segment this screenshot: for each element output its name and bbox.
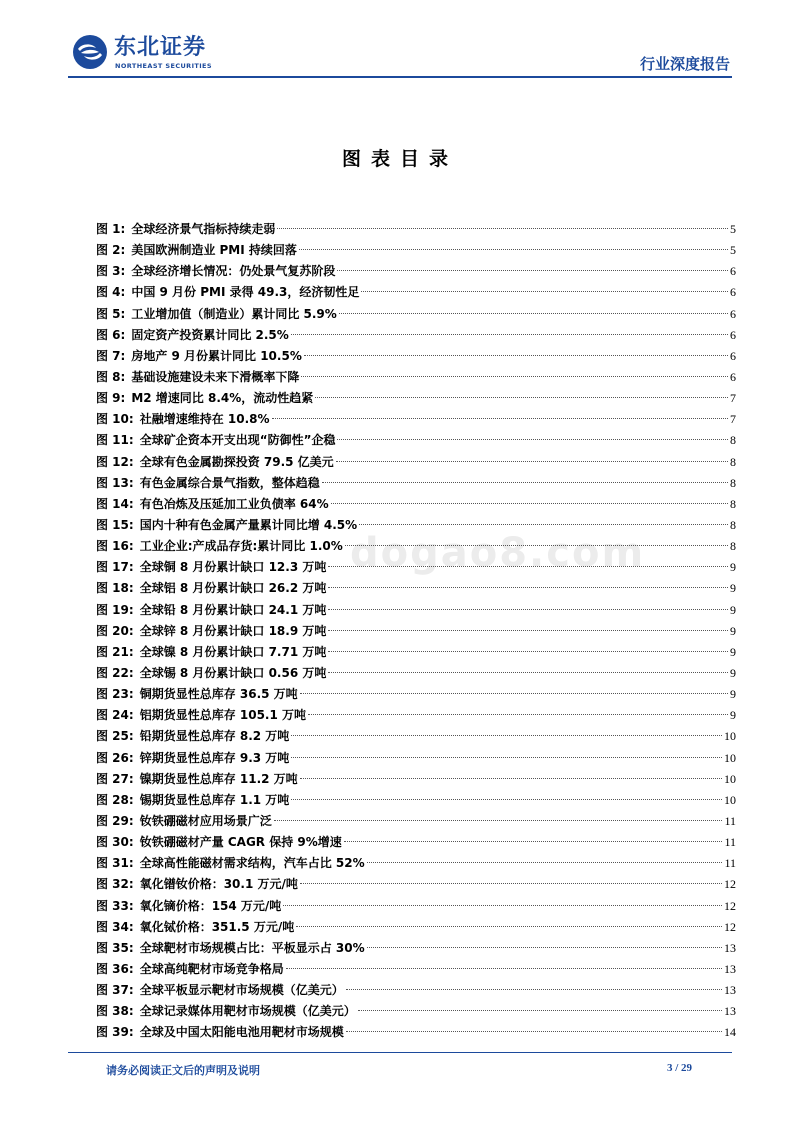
toc-page-number: 8 — [730, 454, 736, 469]
toc-figure-title: 氧化铽价格：351.5 万元/吨 — [139, 919, 295, 934]
toc-page-number: 10 — [724, 771, 736, 786]
toc-figure-title: 全球矿企资本开支出现“防御性”企稳 — [139, 433, 336, 448]
toc-figure-label: 图 35: — [96, 940, 134, 955]
toc-page-number: 13 — [724, 1004, 736, 1019]
toc-figure-title: 氧化镨钕价格：30.1 万元/吨 — [139, 877, 298, 892]
toc-entry[interactable] — [96, 832, 736, 853]
toc-entry[interactable] — [96, 938, 736, 959]
toc-figure-title: 中国 9 月份 PMI 录得 49.3，经济韧性足 — [131, 285, 360, 300]
toc-page-number: 6 — [730, 285, 736, 300]
toc-page-number: 12 — [724, 898, 736, 913]
toc-figure-title: 全球高纯靶材市场竞争格局 — [139, 961, 284, 976]
toc-page-number: 8 — [730, 517, 736, 532]
toc-figure-title: 国内十种有色金属产量累计同比增 4.5% — [139, 517, 358, 532]
toc-figure-label: 图 14: — [96, 496, 134, 511]
toc-figure-title: 铅期货显性总库存 8.2 万吨 — [139, 729, 290, 744]
toc-entry[interactable] — [96, 515, 736, 536]
toc-figure-title: 全球锡 8 月份累计缺口 0.56 万吨 — [139, 665, 327, 680]
toc-page-number: 8 — [730, 539, 736, 554]
toc-figure-title: 全球靶材市场规模占比：平板显示占 30% — [139, 940, 365, 955]
toc-figure-title: 有色金属综合景气指数，整体趋稳 — [139, 475, 320, 490]
toc-dot-leader — [358, 1010, 722, 1011]
toc-dot-leader — [361, 291, 728, 292]
toc-dot-leader — [291, 334, 728, 335]
toc-figure-title: 氧化镝价格：154 万元/吨 — [139, 898, 282, 913]
toc-figure-label: 图 31: — [96, 856, 134, 871]
toc-figure-label: 图 27: — [96, 771, 134, 786]
toc-dot-leader — [304, 355, 728, 356]
page-number: 3 / 29 — [666, 1062, 692, 1074]
toc-page-number: 9 — [730, 560, 736, 575]
toc-figure-title: 全球经济增长情况：仍处景气复苏阶段 — [131, 264, 336, 279]
toc-page-number: 6 — [730, 348, 736, 363]
toc-figure-title: 钕铁硼磁材应用场景广泛 — [139, 813, 272, 828]
toc-page-number: 9 — [730, 581, 736, 596]
toc-dot-leader — [328, 566, 728, 567]
toc-entry[interactable] — [96, 578, 736, 599]
toc-figure-title: 工业企业:产成品存货:累计同比 1.0% — [139, 539, 343, 554]
toc-entry[interactable] — [96, 811, 736, 832]
toc-entry[interactable] — [96, 282, 736, 303]
toc-page-number: 8 — [730, 496, 736, 511]
toc-dot-leader — [296, 926, 722, 927]
toc-figure-label: 图 23: — [96, 687, 134, 702]
toc-page-number: 6 — [730, 264, 736, 279]
toc-figure-label: 图 17: — [96, 560, 134, 575]
toc-entry[interactable] — [96, 430, 736, 451]
toc-entry[interactable] — [96, 790, 736, 811]
toc-page-number: 11 — [724, 813, 736, 828]
toc-figure-label: 图 16: — [96, 539, 134, 554]
toc-page-number: 10 — [724, 729, 736, 744]
toc-figure-title: 锡期货显性总库存 1.1 万吨 — [139, 792, 290, 807]
toc-figure-title: 全球及中国太阳能电池用靶材市场规模 — [139, 1025, 344, 1040]
toc-dot-leader — [300, 778, 722, 779]
toc-page-number: 5 — [730, 222, 736, 236]
toc-figure-title: 工业增加值（制造业）累计同比 5.9% — [131, 306, 337, 321]
northeast-securities-logo-icon — [72, 34, 108, 70]
toc-figure-label: 图 8: — [96, 369, 126, 384]
toc-entry[interactable] — [96, 367, 736, 388]
toc-figure-title: 基础设施建设未来下滑概率下降 — [131, 369, 300, 384]
toc-figure-label: 图 12: — [96, 454, 134, 469]
toc-entry[interactable] — [96, 853, 736, 874]
toc-page-number: 6 — [730, 306, 736, 321]
toc-figure-title: 全球铝 8 月份累计缺口 26.2 万吨 — [139, 581, 327, 596]
toc-entry[interactable] — [96, 325, 736, 346]
toc-dot-leader — [272, 418, 729, 419]
toc-figure-title: 镍期货显性总库存 11.2 万吨 — [139, 771, 298, 786]
toc-page-number: 7 — [730, 412, 736, 427]
toc-figure-title: 社融增速维持在 10.8% — [139, 412, 270, 427]
toc-dot-leader — [301, 376, 728, 377]
toc-figure-label: 图 7: — [96, 348, 126, 363]
report-type: 行业深度报告 — [639, 55, 730, 73]
toc-page-number: 12 — [724, 877, 736, 892]
toc-figure-label: 图 4: — [96, 285, 126, 300]
toc-dot-leader — [322, 482, 728, 483]
toc-dot-leader — [336, 461, 728, 462]
toc-entry[interactable] — [96, 600, 736, 621]
toc-dot-leader — [344, 841, 723, 842]
toc-page-number: 9 — [730, 602, 736, 617]
toc-dot-leader — [300, 883, 722, 884]
toc-figure-label: 图 9: — [96, 391, 126, 406]
toc-dot-leader — [291, 799, 722, 800]
toc-entry[interactable] — [96, 261, 736, 282]
toc-entry[interactable] — [96, 684, 736, 705]
toc-figure-title: 房地产 9 月份累计同比 10.5% — [131, 348, 302, 363]
toc-figure-label: 图 34: — [96, 919, 134, 934]
toc-dot-leader — [367, 862, 723, 863]
toc-figure-title: 固定资产投资累计同比 2.5% — [131, 327, 289, 342]
toc-dot-leader — [328, 651, 728, 652]
toc-figure-label: 图 11: — [96, 433, 134, 448]
toc-figure-title: 全球锌 8 月份累计缺口 18.9 万吨 — [139, 623, 327, 638]
toc-page-number: 13 — [724, 961, 736, 976]
toc-entry[interactable] — [96, 663, 736, 684]
toc-figure-label: 图 20: — [96, 623, 134, 638]
toc-figure-label: 图 22: — [96, 665, 134, 680]
toc-entry[interactable] — [96, 959, 736, 980]
toc-figure-label: 图 3: — [96, 264, 126, 279]
toc-dot-leader — [346, 989, 722, 990]
toc-dot-leader — [328, 672, 728, 673]
toc-figure-label: 图 6: — [96, 327, 126, 342]
toc-dot-leader — [345, 545, 728, 546]
toc-dot-leader — [328, 587, 728, 588]
page-title: 图表目录 — [341, 148, 458, 170]
toc-figure-title: 全球高性能磁材需求结构，汽车占比 52% — [139, 856, 365, 871]
toc-figure-label: 图 2: — [96, 243, 126, 258]
toc-figure-label: 图 37: — [96, 983, 134, 998]
toc-page-number: 9 — [730, 665, 736, 680]
toc-entry[interactable] — [96, 896, 736, 917]
toc-entry[interactable] — [96, 705, 736, 726]
watermark: dogao8.com — [350, 530, 646, 576]
toc-page-number: 9 — [730, 644, 736, 659]
toc-entry[interactable] — [96, 240, 736, 261]
toc-entry[interactable] — [96, 304, 736, 325]
toc-page-number: 10 — [724, 750, 736, 765]
toc-page-number: 13 — [724, 983, 736, 998]
header-divider — [68, 76, 732, 78]
brand-name-english: NORTHEAST SECURITIES — [115, 62, 212, 70]
toc-page-number: 7 — [730, 391, 736, 406]
toc-dot-leader — [328, 609, 728, 610]
toc-page-number: 6 — [730, 369, 736, 384]
toc-figure-title: 锌期货显性总库存 9.3 万吨 — [139, 750, 290, 765]
toc-figure-label: 图 5: — [96, 306, 126, 321]
toc-page-number: 8 — [730, 433, 736, 448]
toc-figure-title: 铜期货显性总库存 36.5 万吨 — [139, 687, 298, 702]
toc-figure-title: 有色冶炼及压延加工业负债率 64% — [139, 496, 329, 511]
toc-figure-label: 图 25: — [96, 729, 134, 744]
toc-figure-label: 图 28: — [96, 792, 134, 807]
toc-figure-label: 图 38: — [96, 1004, 134, 1019]
toc-page-number: 6 — [730, 327, 736, 342]
toc-entry[interactable] — [96, 388, 736, 409]
toc-dot-leader — [308, 714, 728, 715]
toc-dot-leader — [359, 524, 728, 525]
toc-figure-title: 钕铁硼磁材产量 CAGR 保持 9%增速 — [139, 835, 342, 850]
toc-entry[interactable] — [96, 409, 736, 430]
toc-figure-label: 图 32: — [96, 877, 134, 892]
toc-figure-title: 美国欧洲制造业 PMI 持续回落 — [131, 243, 297, 258]
toc-figure-label: 图 26: — [96, 750, 134, 765]
toc-dot-leader — [339, 313, 728, 314]
toc-figure-title: 全球镍 8 月份累计缺口 7.71 万吨 — [139, 644, 327, 659]
toc-dot-leader — [300, 693, 728, 694]
toc-page-number: 9 — [730, 623, 736, 638]
toc-dot-leader — [315, 397, 728, 398]
toc-dot-leader — [299, 249, 728, 250]
brand-name: 东北证券 — [114, 35, 207, 60]
toc-entry[interactable] — [96, 769, 736, 790]
toc-entry[interactable] — [96, 473, 736, 494]
toc-figure-title: 全球经济景气指标持续走弱 — [131, 222, 276, 236]
toc-page-number: 12 — [724, 919, 736, 934]
toc-dot-leader — [337, 270, 728, 271]
toc-page-number: 11 — [724, 856, 736, 871]
toc-figure-label: 图 33: — [96, 898, 134, 913]
toc-dot-leader — [328, 630, 728, 631]
toc-figure-label: 图 29: — [96, 813, 134, 828]
toc-figure-title: 全球有色金属勘探投资 79.5 亿美元 — [139, 454, 334, 469]
toc-figure-label: 图 13: — [96, 475, 134, 490]
toc-page-number: 9 — [730, 708, 736, 723]
toc-page-number: 9 — [730, 687, 736, 702]
toc-figure-label: 图 24: — [96, 708, 134, 723]
toc-entry[interactable] — [96, 917, 736, 938]
toc-entry[interactable] — [96, 1001, 736, 1022]
toc-entry[interactable] — [96, 346, 736, 367]
toc-figure-label: 图 19: — [96, 602, 134, 617]
toc-figure-label: 图 21: — [96, 644, 134, 659]
toc-dot-leader — [277, 228, 728, 229]
toc-figure-title: 全球铜 8 月份累计缺口 12.3 万吨 — [139, 560, 327, 575]
toc-entry[interactable] — [96, 1022, 736, 1043]
toc-page-number: 11 — [724, 835, 736, 850]
table-of-figures — [96, 219, 736, 1043]
page-header — [0, 0, 800, 80]
toc-dot-leader — [291, 757, 722, 758]
toc-dot-leader — [367, 947, 722, 948]
toc-entry[interactable] — [96, 494, 736, 515]
toc-dot-leader — [283, 905, 722, 906]
toc-entry[interactable] — [96, 980, 736, 1001]
toc-page-number: 14 — [724, 1025, 736, 1040]
toc-figure-title: 铝期货显性总库存 105.1 万吨 — [139, 708, 307, 723]
footer-disclaimer: 请务必阅读正文后的声明及说明 — [106, 1064, 260, 1077]
footer-divider — [68, 1052, 732, 1053]
toc-entry[interactable] — [96, 621, 736, 642]
toc-figure-title: 全球铅 8 月份累计缺口 24.1 万吨 — [139, 602, 327, 617]
toc-figure-label: 图 1: — [96, 222, 126, 236]
toc-entry[interactable] — [96, 642, 736, 663]
toc-figure-label: 图 15: — [96, 517, 134, 532]
toc-dot-leader — [331, 503, 728, 504]
toc-entry[interactable] — [96, 219, 736, 240]
toc-entry[interactable] — [96, 557, 736, 578]
toc-page-number: 13 — [724, 940, 736, 955]
toc-page-number: 5 — [730, 243, 736, 258]
toc-entry[interactable] — [96, 874, 736, 895]
toc-dot-leader — [274, 820, 723, 821]
toc-dot-leader — [346, 1031, 722, 1032]
toc-figure-label: 图 36: — [96, 961, 134, 976]
toc-figure-label: 图 18: — [96, 581, 134, 596]
toc-page-number: 8 — [730, 475, 736, 490]
toc-figure-label: 图 30: — [96, 835, 134, 850]
toc-figure-title: 全球记录媒体用靶材市场规模（亿美元） — [139, 1004, 356, 1019]
toc-figure-label: 图 39: — [96, 1025, 134, 1040]
toc-page-number: 10 — [724, 792, 736, 807]
toc-entry[interactable] — [96, 452, 736, 473]
toc-entry[interactable] — [96, 748, 736, 769]
toc-entry[interactable] — [96, 726, 736, 747]
toc-entry[interactable] — [96, 536, 736, 557]
toc-figure-label: 图 10: — [96, 412, 134, 427]
toc-figure-title: 全球平板显示靶材市场规模（亿美元） — [139, 983, 344, 998]
toc-dot-leader — [286, 968, 722, 969]
toc-figure-title: M2 增速同比 8.4%，流动性趋紧 — [131, 391, 314, 406]
toc-dot-leader — [337, 439, 728, 440]
toc-dot-leader — [291, 735, 722, 736]
